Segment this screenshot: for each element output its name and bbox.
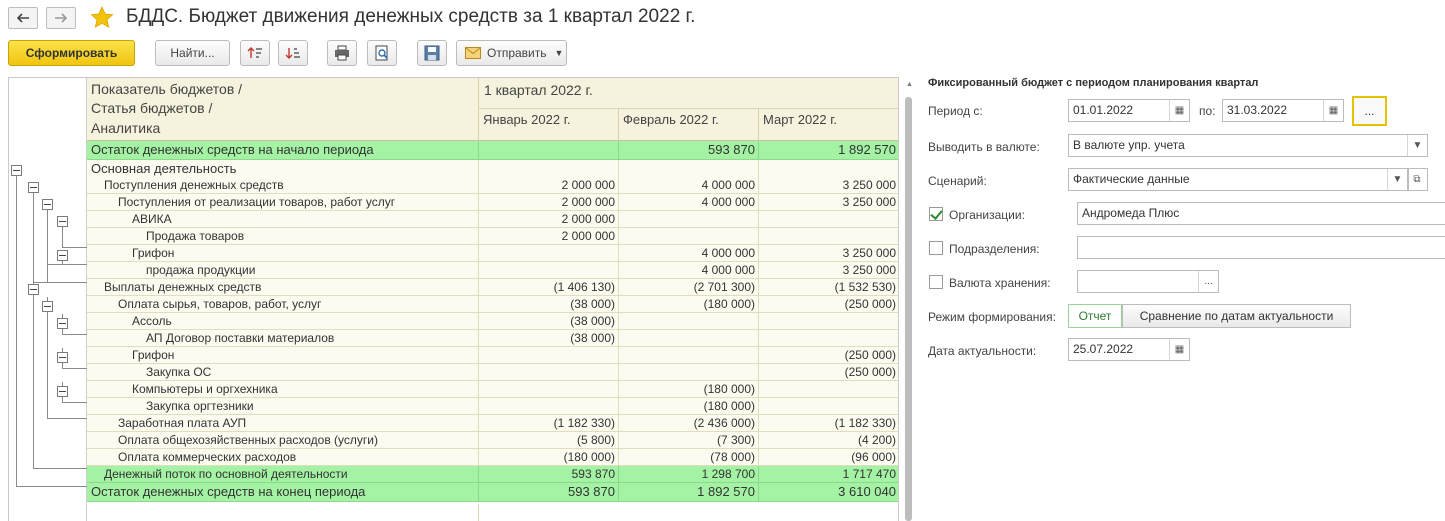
row-name[interactable]: Выплаты денежных средств (104, 280, 262, 294)
period-from-value: 01.01.2022 (1073, 103, 1134, 117)
row-name[interactable]: Поступления от реализации товаров, работ услуг (118, 195, 396, 209)
cell-march[interactable]: (250 000) (758, 347, 899, 363)
period-to-label: по: (1199, 104, 1216, 118)
print-button[interactable] (327, 40, 357, 66)
cell-february[interactable]: (180 000) (618, 381, 758, 397)
cell-january[interactable]: (38 000) (478, 313, 618, 329)
header-month-feb: Февраль 2022 г. (623, 112, 719, 127)
period-to-value: 31.03.2022 (1227, 103, 1288, 117)
storage-currency-field[interactable] (1077, 270, 1219, 293)
sort-descending-icon (285, 45, 301, 61)
cell-january[interactable]: (1 182 330) (478, 415, 618, 431)
cell-february[interactable]: (78 000) (618, 449, 758, 465)
calendar-icon[interactable]: ▦ (1323, 100, 1343, 121)
period-to-field[interactable] (1222, 99, 1344, 122)
floppy-disk-icon (424, 45, 440, 61)
period-label: Период с: (928, 104, 983, 118)
cell-march[interactable]: (1 532 530) (758, 279, 899, 295)
mode-option-report[interactable]: Отчет (1068, 304, 1122, 328)
table-row[interactable] (87, 347, 899, 364)
table-row[interactable] (87, 211, 899, 228)
cell-march[interactable] (758, 330, 899, 346)
row-name[interactable]: Грифон (132, 348, 175, 362)
row-name[interactable]: продажа продукции (146, 263, 256, 277)
open-icon: ⧉ (1413, 174, 1421, 185)
cell-march[interactable]: (250 000) (758, 364, 899, 380)
header-indicator-line2: Статья бюджетов / (91, 100, 213, 116)
cell-march[interactable] (758, 228, 899, 244)
cell-february[interactable] (618, 211, 758, 227)
table-row[interactable] (87, 141, 899, 160)
preview-button[interactable] (367, 40, 397, 66)
forward-button[interactable] (46, 7, 76, 29)
storage-currency-select-button[interactable]: ... (1198, 271, 1218, 292)
org-value: Андромеда Плюс (1082, 206, 1180, 220)
cell-january[interactable]: (38 000) (478, 330, 618, 346)
actuality-field[interactable] (1068, 338, 1190, 361)
cell-march[interactable]: 3 250 000 (758, 194, 899, 210)
print-preview-icon (374, 45, 390, 61)
scroll-thumb[interactable] (905, 97, 912, 521)
header-period: 1 квартал 2022 г. (484, 82, 593, 98)
header-indicator-line3: Аналитика (91, 120, 161, 136)
dept-checkbox[interactable] (929, 241, 943, 255)
collapse-toggle-materials[interactable] (42, 301, 53, 312)
cell-january[interactable]: 2 000 000 (478, 211, 618, 227)
cell-march[interactable]: 1 892 570 (758, 141, 899, 159)
row-name[interactable]: Закупка оргтезники (146, 399, 254, 413)
row-name[interactable]: Ассоль (132, 314, 172, 328)
table-row[interactable] (87, 466, 899, 483)
header-month-jan: Январь 2022 г. (483, 112, 571, 127)
cell-january[interactable] (478, 398, 618, 414)
collapse-toggle-sales-receipts[interactable] (42, 199, 53, 210)
sort-descending-button[interactable] (278, 40, 308, 66)
report-spreadsheet[interactable] (8, 77, 899, 521)
cell-february[interactable]: 593 870 (618, 141, 758, 159)
cell-february[interactable] (618, 347, 758, 363)
save-button[interactable] (417, 40, 447, 66)
table-row[interactable] (87, 245, 899, 262)
cell-march[interactable]: (1 182 330) (758, 415, 899, 431)
printer-icon (334, 45, 350, 61)
storage-currency-checkbox[interactable] (929, 275, 943, 289)
org-field[interactable] (1077, 202, 1445, 225)
cell-march[interactable]: 3 250 000 (758, 262, 899, 278)
cell-january[interactable]: (180 000) (478, 449, 618, 465)
table-row[interactable] (87, 330, 899, 347)
row-name[interactable]: Грифон (132, 246, 175, 260)
table-row[interactable] (87, 194, 899, 211)
cell-january[interactable]: (1 406 130) (478, 279, 618, 295)
cell-march[interactable]: 3 250 000 (758, 245, 899, 261)
cell-february[interactable] (618, 313, 758, 329)
table-row[interactable] (87, 364, 899, 381)
cell-february[interactable]: (2 701 300) (618, 279, 758, 295)
mode-option-comparison[interactable]: Сравнение по датам актуальности (1122, 304, 1351, 328)
envelope-icon (465, 47, 481, 59)
cell-march[interactable] (758, 381, 899, 397)
cell-february[interactable]: 4 000 000 (618, 262, 758, 278)
row-name[interactable]: Закупка ОС (146, 365, 212, 379)
sort-ascending-icon (247, 45, 263, 61)
scenario-label: Сценарий: (928, 174, 987, 188)
arrow-right-icon (54, 13, 68, 23)
row-name[interactable]: Заработная плата АУП (118, 416, 247, 430)
back-button[interactable] (8, 7, 38, 29)
table-row[interactable] (87, 381, 899, 398)
cell-january[interactable] (478, 245, 618, 261)
cell-march[interactable]: (250 000) (758, 296, 899, 312)
cell-february[interactable]: (180 000) (618, 398, 758, 414)
currency-label: Выводить в валюте: (928, 140, 1040, 154)
cell-january[interactable]: 2 000 000 (478, 194, 618, 210)
row-name[interactable]: Оплата сырья, товаров, работ, услуг (118, 297, 322, 311)
cell-march[interactable]: (4 200) (758, 432, 899, 448)
report-scrollbar[interactable] (904, 77, 913, 521)
collapse-toggle-avika[interactable] (57, 216, 68, 227)
chevron-down-icon[interactable]: ▼ (1387, 169, 1407, 190)
send-button[interactable] (456, 40, 567, 66)
collapse-toggle-assol[interactable] (57, 318, 68, 329)
row-name[interactable]: Оплата общехозяйственных расходов (услуги) (118, 433, 378, 447)
table-row[interactable] (87, 177, 899, 194)
row-name[interactable]: Оплата коммерческих расходов (118, 450, 297, 464)
dept-field[interactable] (1077, 236, 1445, 259)
row-name[interactable]: Компьютеры и оргхехника (132, 382, 278, 396)
cell-february[interactable]: 4 000 000 (618, 245, 758, 261)
favorite-star-icon[interactable] (90, 6, 114, 29)
cell-february[interactable]: 4 000 000 (618, 177, 758, 193)
cell-february[interactable]: 1 298 700 (618, 466, 758, 482)
table-row[interactable] (87, 483, 899, 502)
dept-label: Подразделения: (949, 242, 1040, 256)
settings-title: Фиксированный бюджет с периодом планирования квартал (928, 77, 1259, 89)
cell-march[interactable]: 3 610 040 (758, 483, 899, 501)
currency-value: В валюте упр. учета (1073, 138, 1185, 152)
collapse-toggle-main-activity[interactable] (11, 165, 22, 176)
table-row[interactable] (87, 313, 899, 330)
row-name[interactable]: АП Договор поставки материалов (146, 331, 335, 345)
cell-january[interactable]: 593 870 (478, 483, 618, 501)
cell-march[interactable] (758, 160, 899, 178)
cell-january[interactable]: 2 000 000 (478, 177, 618, 193)
currency-select[interactable] (1068, 134, 1428, 157)
page-title: БДДС. Бюджет движения денежных средств за 1 квартал 2022 г. (126, 6, 696, 27)
generate-button[interactable]: Сформировать (8, 40, 135, 66)
cell-january[interactable] (478, 160, 618, 178)
find-button[interactable]: Найти... (155, 40, 230, 66)
calendar-icon[interactable]: ▦ (1169, 339, 1189, 360)
table-row[interactable] (87, 279, 899, 296)
cell-january[interactable]: 593 870 (478, 466, 618, 482)
cell-january[interactable] (478, 347, 618, 363)
cell-january[interactable] (478, 381, 618, 397)
tree-gutter (9, 78, 87, 521)
cell-february[interactable]: 4 000 000 (618, 194, 758, 210)
cell-february[interactable] (618, 364, 758, 380)
header-month-mar: Март 2022 г. (763, 112, 838, 127)
row-name[interactable]: Основная деятельность (91, 161, 237, 176)
chevron-down-icon[interactable]: ▼ (1407, 135, 1427, 156)
collapse-toggle-computers[interactable] (57, 386, 68, 397)
row-name[interactable]: Остаток денежных средств на конец периода (91, 484, 366, 499)
table-row[interactable] (87, 296, 899, 313)
open-scenario-button[interactable] (1408, 168, 1428, 191)
cell-march[interactable]: (96 000) (758, 449, 899, 465)
row-name[interactable]: Поступления денежных средств (104, 178, 284, 192)
cell-february[interactable]: (7 300) (618, 432, 758, 448)
table-row[interactable] (87, 449, 899, 466)
table-row[interactable] (87, 432, 899, 449)
cell-january[interactable] (478, 262, 618, 278)
collapse-toggle-grifon-receipts[interactable] (57, 250, 68, 261)
cell-february[interactable] (618, 160, 758, 178)
collapse-toggle-receipts[interactable] (28, 182, 39, 193)
table-row[interactable] (87, 262, 899, 279)
row-name[interactable]: Продажа товаров (146, 229, 245, 243)
actuality-label: Дата актуальности: (928, 344, 1037, 358)
row-name[interactable]: Остаток денежных средств на начало периода (91, 142, 374, 157)
cell-january[interactable] (478, 364, 618, 380)
sort-ascending-button[interactable] (240, 40, 270, 66)
cell-february[interactable] (618, 330, 758, 346)
mode-label: Режим формирования: (928, 310, 1056, 324)
cell-january[interactable] (478, 141, 618, 159)
cell-january[interactable]: (5 800) (478, 432, 618, 448)
cell-march[interactable]: 3 250 000 (758, 177, 899, 193)
cell-march[interactable] (758, 398, 899, 414)
org-label: Организации: (949, 208, 1025, 222)
scenario-select[interactable] (1068, 168, 1408, 191)
cell-march[interactable] (758, 313, 899, 329)
cell-march[interactable]: 1 717 470 (758, 466, 899, 482)
cell-february[interactable] (618, 228, 758, 244)
table-row[interactable] (87, 398, 899, 415)
cell-january[interactable]: (38 000) (478, 296, 618, 312)
send-button-label: Отправить (487, 46, 547, 60)
period-from-field[interactable] (1068, 99, 1190, 122)
period-select-button[interactable]: ... (1352, 96, 1387, 126)
scroll-up-icon[interactable]: ▲ (906, 81, 913, 88)
cell-march[interactable] (758, 211, 899, 227)
table-row[interactable] (87, 228, 899, 245)
calendar-icon[interactable]: ▦ (1169, 100, 1189, 121)
cell-february[interactable]: (180 000) (618, 296, 758, 312)
org-checkbox[interactable] (929, 207, 943, 221)
cell-january[interactable]: 2 000 000 (478, 228, 618, 244)
collapse-toggle-payments[interactable] (28, 284, 39, 295)
storage-currency-label: Валюта хранения: (949, 276, 1051, 290)
collapse-toggle-grifon-payments[interactable] (57, 352, 68, 363)
cell-february[interactable]: (2 436 000) (618, 415, 758, 431)
table-row[interactable] (87, 415, 899, 432)
chevron-down-icon: ▼ (554, 48, 564, 58)
row-name[interactable]: Денежный поток по основной деятельности (104, 467, 348, 481)
report-header (87, 78, 899, 141)
row-name[interactable]: АВИКА (132, 212, 172, 226)
arrow-left-icon (16, 13, 30, 23)
scenario-value: Фактические данные (1073, 172, 1190, 186)
header-indicator-line1: Показатель бюджетов / (91, 81, 243, 97)
cell-february[interactable]: 1 892 570 (618, 483, 758, 501)
actuality-value: 25.07.2022 (1073, 342, 1134, 356)
